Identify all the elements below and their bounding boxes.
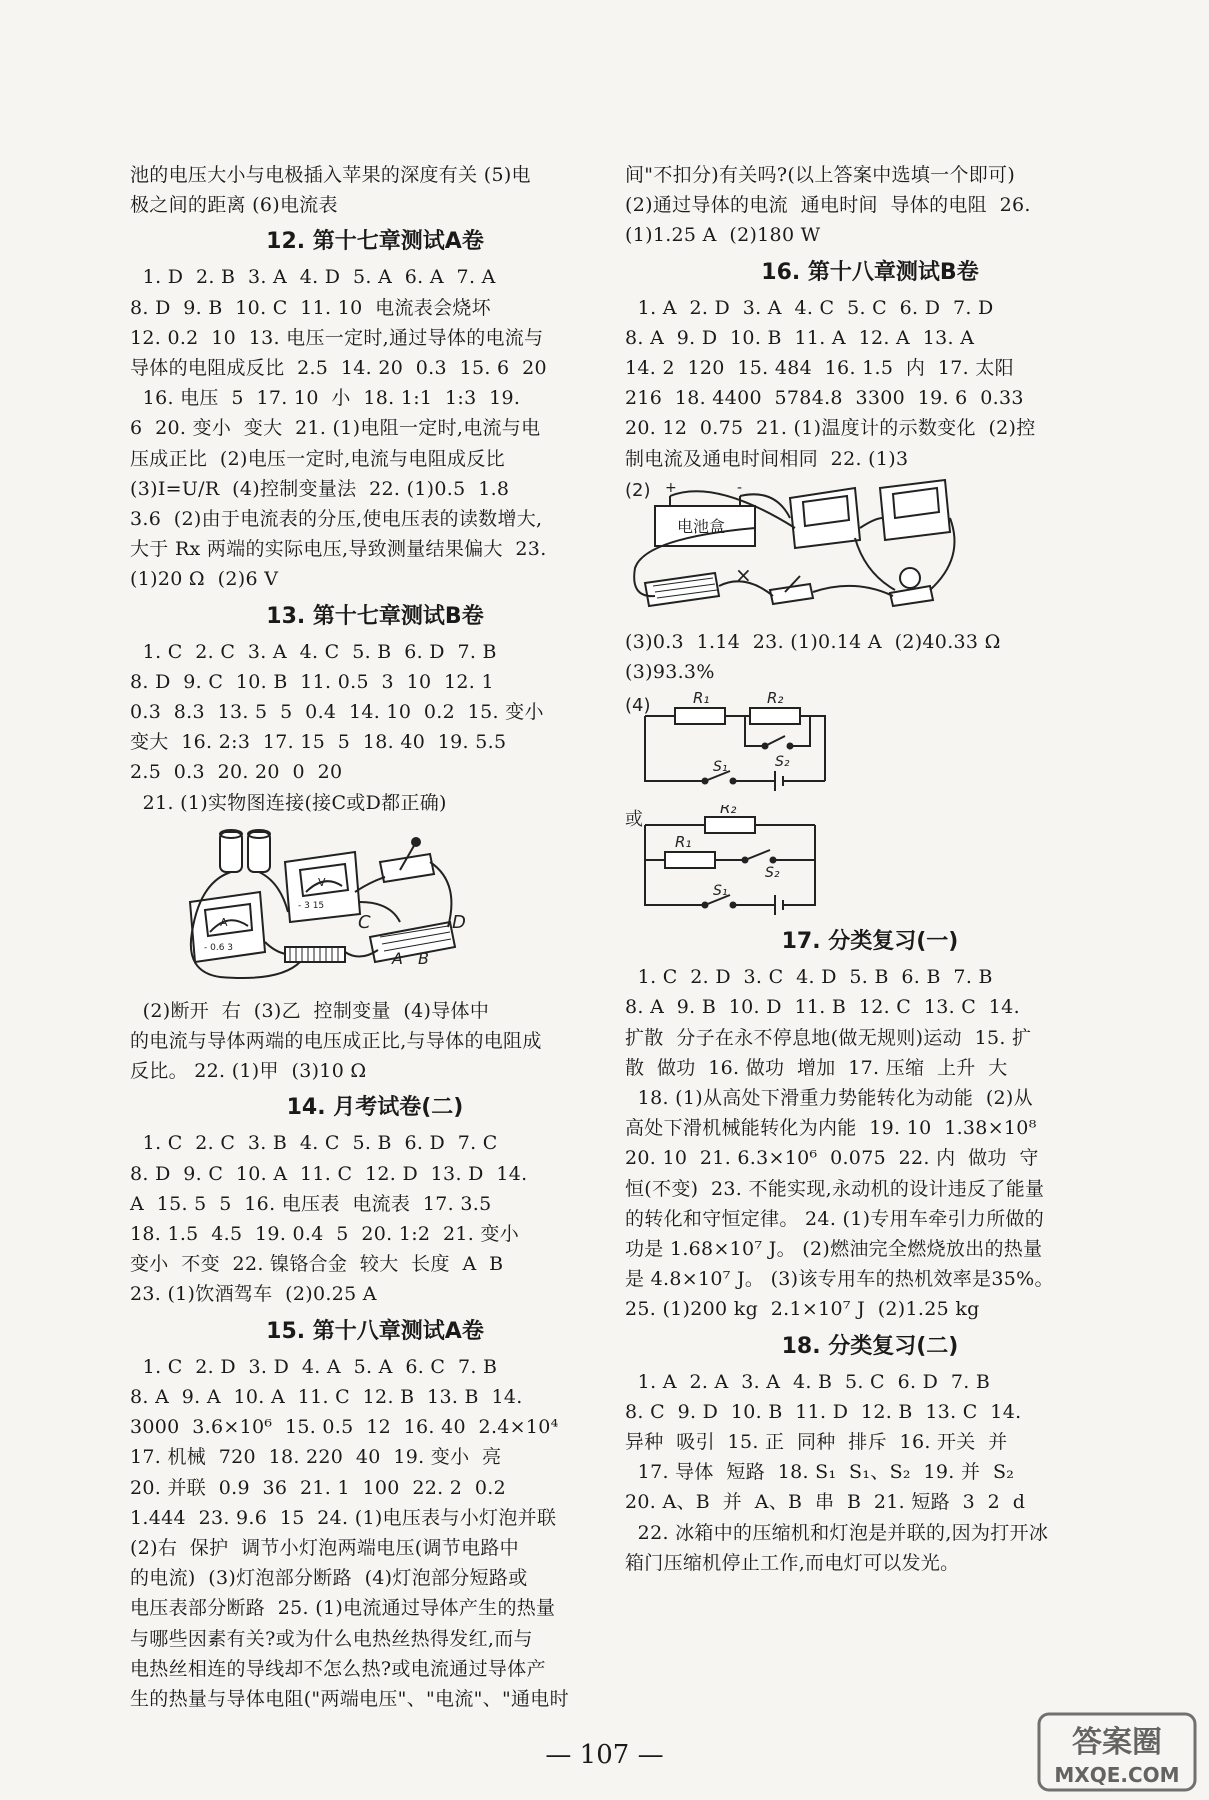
text-line: 1. C 2. C 3. A 4. C 5. B 6. D 7. B (130, 640, 497, 663)
text-line: 大于 Rx 两端的实际电压,导致测量结果偏大 23. (130, 538, 547, 561)
minus-terminal: - (737, 479, 743, 496)
text-line: 的转化和守恒定律。 24. (1)专用车牵引力所做的 (625, 1207, 1045, 1230)
circuit-diagram-b (625, 805, 1115, 920)
text-line: 变大 16. 2:3 17. 15 5 18. 40 19. 5.5 (130, 731, 507, 754)
text-line: 压成正比 (2)电压一定时,电流与电阻成反比 (130, 447, 505, 470)
terminal-d-label: D (452, 911, 466, 933)
terminal-c-label: C (358, 911, 371, 933)
r1-label: R₁ (693, 691, 710, 708)
circuit-drawing (130, 822, 620, 992)
text-line: 12. 0.2 10 13. 电压一定时,通过导体的电流与 (130, 326, 544, 349)
r1-label: R₁ (675, 833, 692, 852)
text-line: 制电流及通电时间相同 22. (1)3 (625, 447, 909, 470)
text-line: 功是 1.68×10⁷ J。 (2)燃油完全燃烧放出的热量 (625, 1238, 1043, 1261)
text-line: 1. C 2. C 3. B 4. C 5. B 6. D 7. C (130, 1132, 498, 1155)
text-line: 8. C 9. D 10. B 11. D 12. B 13. C 14. (625, 1400, 1022, 1423)
svg-text:MXQE.COM: MXQE.COM (1054, 1763, 1180, 1787)
left-column (130, 160, 620, 1714)
text-line: (3)I=U/R (4)控制变量法 22. (1)0.5 1.8 (130, 477, 510, 500)
text-line: 生的热量与导体电阻("两端电压"、"电流"、"通电时 (130, 1687, 569, 1710)
text-line: 1.444 23. 9.6 15 24. (1)电压表与小灯泡并联 (130, 1506, 557, 1529)
text-line: 极之间的距离 (6)电流表 (130, 194, 338, 217)
section-heading: 18. 分类复习(二) (781, 1333, 959, 1359)
text-line: 1. D 2. B 3. A 4. D 5. A 6. A 7. A (130, 266, 496, 289)
text-line: (2)右 保护 调节小灯泡两端电压(调节电路中 (130, 1536, 519, 1559)
text-line: 20. 12 0.75 21. (1)温度计的示数变化 (2)控 (625, 417, 1036, 440)
section-heading: 17. 分类复习(一) (781, 929, 959, 955)
text-line: 3000 3.6×10⁶ 15. 0.5 12 16. 40 2.4×10⁴ (130, 1416, 559, 1439)
text-line: 池的电压大小与电极插入苹果的深度有关 (5)电 (130, 164, 531, 186)
text-line: 散 做功 16. 做功 增加 17. 压缩 上升 大 (625, 1056, 1008, 1079)
text-line: 25. (1)200 kg 2.1×10⁷ J (2)1.25 kg (625, 1298, 980, 1321)
text-line: 1. C 2. D 3. C 4. D 5. B 6. B 7. B (625, 966, 993, 989)
schematic-a (625, 691, 1115, 801)
section-heading: 12. 第十七章测试A卷 (266, 229, 484, 255)
text-line: 16. 电压 5 17. 10 小 18. 1:1 1:3 19. (130, 387, 521, 410)
r2-label: R₂ (767, 691, 784, 708)
text-line: 的电流) (3)灯泡部分断路 (4)灯泡部分短路或 (130, 1567, 528, 1590)
text-line: 21. (1)实物图连接(接C或D都正确) (130, 791, 447, 814)
part-4-label: (4) (625, 695, 651, 717)
text-line: 18. (1)从高处下滑重力势能转化为动能 (2)从 (625, 1087, 1033, 1110)
text-line: 0.3 8.3 13. 5 5 0.4 14. 10 0.2 15. 变小 (130, 701, 544, 724)
section-heading: 16. 第十八章测试B卷 (761, 259, 979, 285)
physical-circuit-figure (130, 822, 620, 992)
text-line: (1)1.25 A (2)180 W (625, 224, 821, 247)
text-line: 变小 不变 22. 镍铬合金 较大 长度 A B (130, 1253, 504, 1276)
s1-label: S₁ (713, 883, 728, 900)
terminal-b-label: B (418, 948, 429, 968)
text-line: A 15. 5 5 16. 电压表 电流表 17. 3.5 (130, 1192, 492, 1215)
text-line: 17. 机械 720 18. 220 40 19. 变小 亮 (130, 1446, 502, 1469)
text-line: 高处下滑机械能转化为内能 19. 10 1.38×10⁸ (625, 1117, 1037, 1140)
text-line: 异种 吸引 15. 正 同种 排斥 16. 开关 并 (625, 1431, 1008, 1454)
text-line: 14. 2 120 15. 484 16. 1.5 内 17. 太阳 (625, 357, 1014, 380)
text-line: 与哪些因素有关?或为什么电热丝热得发红,而与 (130, 1627, 533, 1650)
text-line: 8. D 9. C 10. A 11. C 12. D 13. D 14. (130, 1162, 528, 1185)
schematic-b (625, 805, 1115, 920)
or-label: 或 (625, 809, 643, 831)
text-line: (2)通过导体的电流 通电时间 导体的电阻 26. (625, 194, 1031, 217)
text-line: 3.6 (2)由于电流表的分压,使电压表的读数增大, (130, 508, 543, 531)
site-watermark-logo (1037, 1712, 1197, 1792)
text-line: 1. A 2. D 3. A 4. C 5. C 6. D 7. D (625, 296, 994, 319)
right-column (625, 160, 1115, 1578)
text-line: 216 18. 4400 5784.8 3300 19. 6 0.33 (625, 387, 1024, 410)
text-line: 22. 冰箱中的压缩机和灯泡是并联的,因为打开冰 (625, 1521, 1049, 1544)
text-line: 电热丝相连的导线却不怎么热?或电流通过导体产 (130, 1657, 546, 1680)
text-line: 20. 10 21. 6.3×10⁶ 0.075 22. 内 做功 守 (625, 1147, 1039, 1170)
text-line: (2)断开 右 (3)乙 控制变量 (4)导体中 (130, 999, 490, 1022)
text-line: 6 20. 变小 变大 21. (1)电阻一定时,电流与电 (130, 417, 541, 440)
text-line: 间"不扣分)有关吗?(以上答案中选填一个即可) (625, 164, 1016, 186)
text-line: 是 4.8×10⁷ J。 (3)该专用车的热机效率是35%。 (625, 1268, 1054, 1291)
section-heading: 13. 第十七章测试B卷 (266, 603, 484, 629)
text-line: (3)0.3 1.14 23. (1)0.14 A (2)40.33 Ω (625, 630, 1001, 653)
text-line: 的电流与导体两端的电压成正比,与导体的电阻成 (130, 1030, 542, 1053)
text-line: 恒(不变) 23. 不能实现,永动机的设计违反了能量 (625, 1177, 1045, 1200)
text-line: 23. (1)饮酒驾车 (2)0.25 A (130, 1283, 377, 1306)
text-line: (1)20 Ω (2)6 V (130, 568, 279, 591)
battery-box-circuit-figure (625, 478, 1115, 623)
text-line: 1. C 2. D 3. D 4. A 5. A 6. C 7. B (130, 1355, 498, 1378)
voltmeter-symbol: V (318, 875, 326, 889)
svg-text:×: × (735, 562, 752, 587)
battery-box-label: 电池盒 (677, 516, 726, 536)
part-2-label: (2) (625, 479, 651, 501)
text-line: 导体的电阻成反比 2.5 14. 20 0.3 15. 6 20 (130, 357, 547, 380)
text-line: 1. A 2. A 3. A 4. B 5. C 6. D 7. B (625, 1370, 991, 1393)
ammeter-symbol: A (220, 915, 228, 929)
text-line: 反比。 22. (1)甲 (3)10 Ω (130, 1060, 367, 1083)
text-line: 8. D 9. B 10. C 11. 10 电流表会烧坏 (130, 296, 491, 319)
text-line: 扩散 分子在永不停息地(做无规则)运动 15. 扩 (625, 1026, 1032, 1049)
terminal-a-label: A (392, 948, 403, 968)
ammeter-scale: - 0.6 3 (204, 942, 234, 953)
text-line: 2.5 0.3 20. 20 0 20 (130, 761, 343, 784)
voltmeter-scale: - 3 15 (298, 900, 325, 911)
s1-label: S₁ (713, 759, 728, 776)
page-number: — 107 — (545, 1740, 664, 1770)
s2-label: S₂ (775, 754, 790, 771)
text-line: 8. A 9. A 10. A 11. C 12. B 13. B 14. (130, 1385, 523, 1408)
section-heading: 15. 第十八章测试A卷 (266, 1318, 484, 1344)
text-line: 8. A 9. D 10. B 11. A 12. A 13. A (625, 326, 975, 349)
text-line: (3)93.3% (625, 661, 715, 684)
text-line: 18. 1.5 4.5 19. 0.4 5 20. 1:2 21. 变小 (130, 1223, 520, 1246)
text-line: 8. A 9. B 10. D 11. B 12. C 13. C 14. (625, 996, 1020, 1019)
s2-label: S₂ (765, 865, 780, 882)
text-line: 20. 并联 0.9 36 21. 1 100 22. 2 0.2 (130, 1476, 506, 1499)
section-heading: 14. 月考试卷(二) (286, 1095, 464, 1121)
r2-label: R₂ (720, 805, 737, 818)
text-line: 17. 导体 短路 18. S₁ S₁、S₂ 19. 并 S₂ (625, 1461, 1015, 1484)
svg-text:答案圈: 答案圈 (1072, 1725, 1162, 1760)
circuit-drawing-2 (625, 478, 1115, 623)
circuit-diagram-a (625, 691, 1115, 801)
text-line: 20. A、B 并 A、B 串 B 21. 短路 3 2 d (625, 1491, 1026, 1514)
text-line: 箱门压缩机停止工作,而电灯可以发光。 (625, 1551, 960, 1574)
plus-terminal: + (665, 479, 677, 496)
text-line: 电压表部分断路 25. (1)电流通过导体产生的热量 (130, 1597, 556, 1620)
text-line: 8. D 9. C 10. B 11. 0.5 3 10 12. 1 (130, 670, 494, 693)
